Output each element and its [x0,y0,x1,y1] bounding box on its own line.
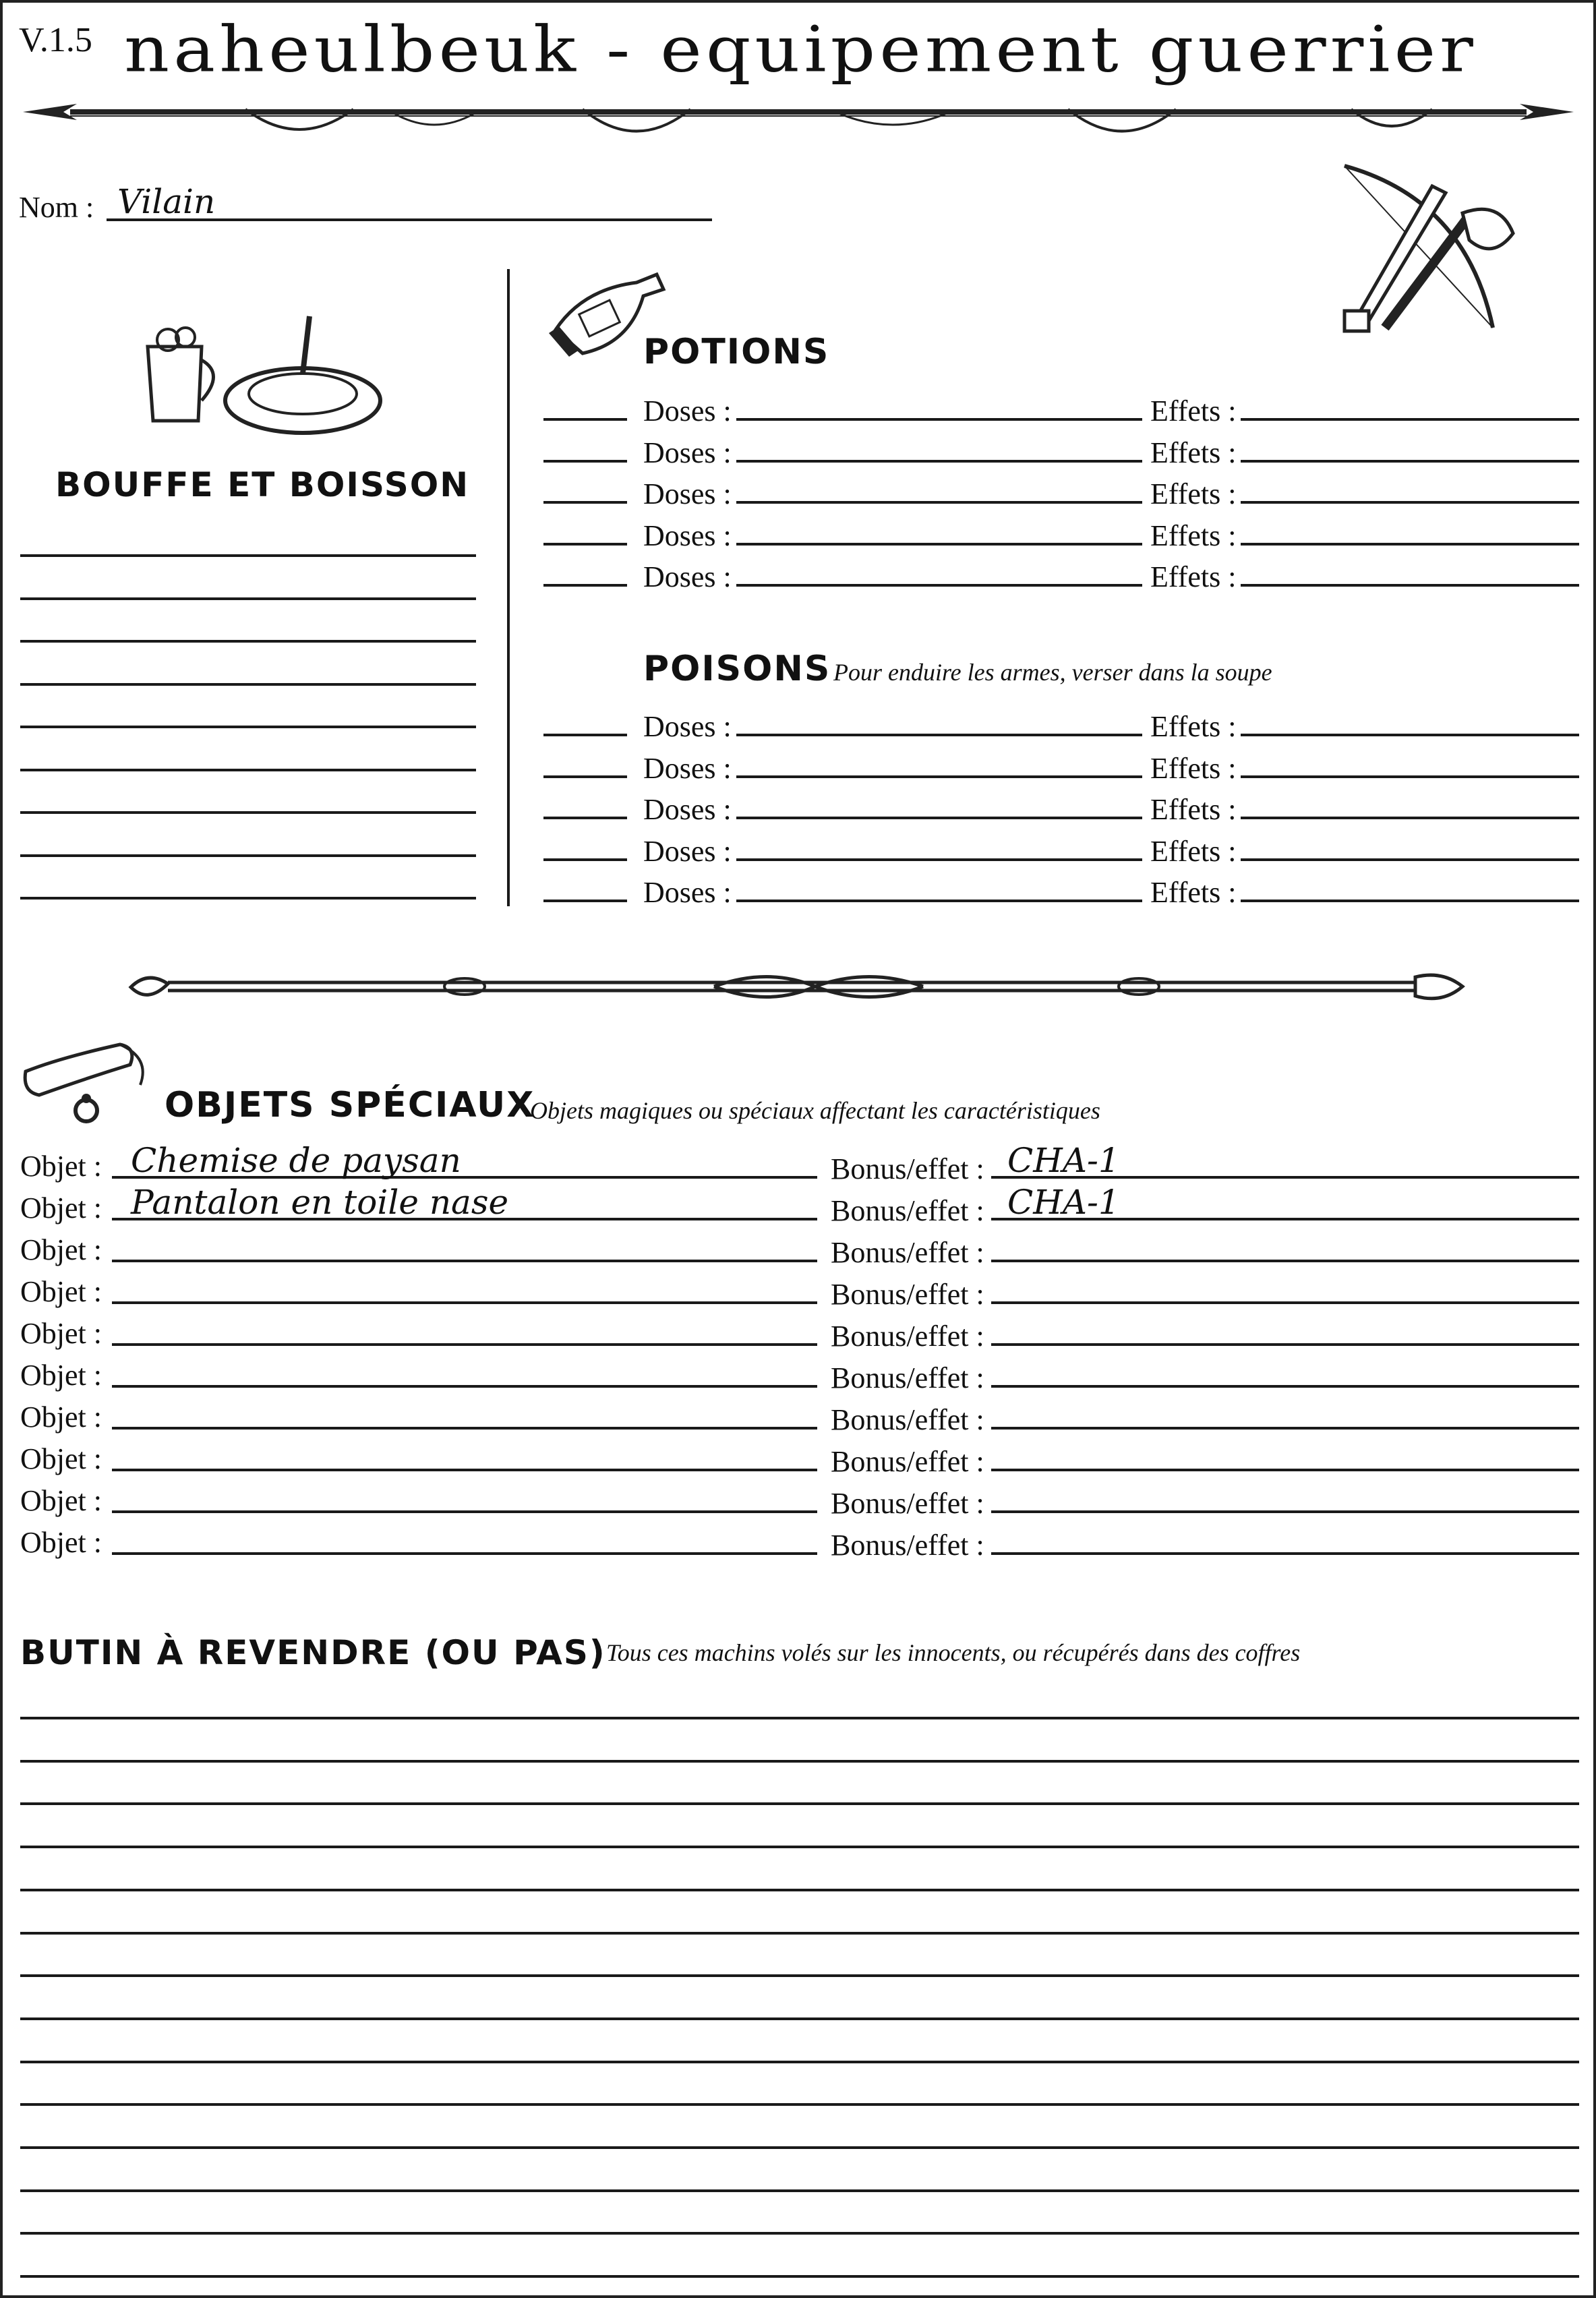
potions-qty-line[interactable] [543,418,627,421]
objet-label: Objet : [20,1150,102,1183]
poisons-doses-line[interactable] [736,775,1142,778]
butin-line[interactable] [20,2103,1579,2106]
objet-label: Objet : [20,1401,102,1434]
poisons-doses-label: Doses : [643,834,732,868]
bonus-line [991,1552,1579,1555]
food-title: BOUFFE ET BOISSON [55,465,470,504]
poisons-effets-label: Effets : [1150,710,1237,743]
special-subtitle: Objets magiques ou spéciaux affectant les caractéristiques [530,1097,1100,1124]
bonus-label: Bonus/effet : [831,1529,984,1562]
bonus-label: Bonus/effet : [831,1152,984,1185]
poisons-title: POISONS [643,649,831,689]
staff-divider-icon [127,964,1469,1011]
potions-qty-line[interactable] [543,501,627,504]
bonus-label: Bonus/effet : [831,1487,984,1520]
butin-line[interactable] [20,2232,1579,2235]
potions-doses-line[interactable] [736,543,1142,546]
objet-line [112,1427,817,1430]
poisons-effets-line[interactable] [1241,734,1579,736]
butin-title: BUTIN À REVENDRE (OU PAS) [20,1633,606,1672]
poisons-effets-label: Effets : [1150,793,1237,826]
poisons-subtitle: Pour enduire les armes, verser dans la soupe [833,659,1272,686]
objet-line [112,1385,817,1388]
objet-value[interactable]: Chemise de paysan [131,1141,461,1180]
potions-effets-line[interactable] [1241,460,1579,463]
poisons-effets-label: Effets : [1150,751,1237,785]
poisons-doses-label: Doses : [643,751,732,785]
nom-label: Nom : [19,191,94,224]
potions-qty-line[interactable] [543,584,627,587]
poisons-effets-label: Effets : [1150,876,1237,909]
objet-line [112,1510,817,1513]
potions-doses-label: Doses : [643,560,732,593]
butin-line[interactable] [20,2061,1579,2063]
butin-line[interactable] [20,2146,1579,2149]
butin-line[interactable] [20,1760,1579,1763]
potions-effets-line[interactable] [1241,418,1579,421]
objet-line [112,1343,817,1346]
bonus-line [991,1260,1579,1262]
poisons-qty-line[interactable] [543,734,627,736]
spear-divider-icon [16,89,1580,156]
poisons-doses-line[interactable] [736,817,1142,819]
potions-qty-line[interactable] [543,460,627,463]
bonus-line [991,1427,1579,1430]
poisons-qty-line[interactable] [543,775,627,778]
objet-line [112,1552,817,1555]
potions-doses-label: Doses : [643,477,732,510]
potions-effets-line[interactable] [1241,543,1579,546]
bonus-label: Bonus/effet : [831,1236,984,1269]
potions-doses-label: Doses : [643,436,732,469]
butin-line[interactable] [20,1974,1579,1977]
bonus-label: Bonus/effet : [831,1361,984,1394]
poisons-qty-line[interactable] [543,858,627,861]
potions-effets-label: Effets : [1150,436,1237,469]
bonus-label: Bonus/effet : [831,1403,984,1436]
potions-effets-label: Effets : [1150,560,1237,593]
potions-doses-line[interactable] [736,584,1142,587]
potions-title: POTIONS [643,332,830,372]
potions-doses-label: Doses : [643,394,732,428]
bonus-label: Bonus/effet : [831,1445,984,1478]
objet-value[interactable]: Pantalon en toile nase [131,1183,509,1222]
food-line[interactable] [20,726,476,728]
special-title: OBJETS SPÉCIAUX [165,1085,535,1125]
bonus-label: Bonus/effet : [831,1194,984,1227]
objet-line [112,1469,817,1471]
butin-line[interactable] [20,2017,1579,2020]
potions-doses-line[interactable] [736,418,1142,421]
objet-label: Objet : [20,1526,102,1559]
food-plate-icon [141,306,384,441]
poisons-effets-line[interactable] [1241,817,1579,819]
food-line[interactable] [20,554,476,557]
objet-line [112,1260,817,1262]
poisons-doses-label: Doses : [643,876,732,909]
potions-effets-label: Effets : [1150,477,1237,510]
page-title: naheulbeuk - equipement guerrier [124,12,1477,86]
butin-line[interactable] [20,1717,1579,1719]
objet-line [112,1301,817,1304]
potions-effets-line[interactable] [1241,501,1579,504]
bonus-value[interactable]: CHA-1 [1007,1141,1120,1180]
bonus-label: Bonus/effet : [831,1278,984,1311]
butin-line[interactable] [20,1932,1579,1935]
poisons-doses-line[interactable] [736,900,1142,902]
objet-label: Objet : [20,1317,102,1350]
potions-effets-label: Effets : [1150,394,1237,428]
crossed-weapons-icon [1331,159,1527,341]
food-line[interactable] [20,683,476,686]
poisons-doses-line[interactable] [736,734,1142,736]
food-line[interactable] [20,897,476,900]
objet-label: Objet : [20,1442,102,1475]
column-divider [507,269,510,906]
potions-effets-label: Effets : [1150,519,1237,552]
bonus-line [991,1469,1579,1471]
food-line[interactable] [20,769,476,771]
potions-doses-line[interactable] [736,460,1142,463]
butin-line[interactable] [20,1802,1579,1805]
objet-label: Objet : [20,1359,102,1392]
food-line[interactable] [20,640,476,643]
poisons-doses-label: Doses : [643,793,732,826]
bonus-line [991,1301,1579,1304]
butin-line[interactable] [20,2189,1579,2192]
scroll-ring-icon [19,1031,160,1125]
objet-label: Objet : [20,1275,102,1308]
potions-effets-line[interactable] [1241,584,1579,587]
objet-label: Objet : [20,1484,102,1517]
potions-qty-line[interactable] [543,543,627,546]
poisons-doses-label: Doses : [643,710,732,743]
potions-doses-line[interactable] [736,501,1142,504]
food-line[interactable] [20,854,476,857]
food-line[interactable] [20,597,476,600]
poisons-effets-line[interactable] [1241,900,1579,902]
nom-value[interactable]: Vilain [117,182,216,221]
bonus-line [991,1510,1579,1513]
food-line[interactable] [20,811,476,814]
poisons-qty-line[interactable] [543,900,627,902]
butin-subtitle: Tous ces machins volés sur les innocents, ou récupérés dans des coffres [606,1639,1301,1666]
bonus-line [991,1385,1579,1388]
poisons-doses-line[interactable] [736,858,1142,861]
butin-line[interactable] [20,2275,1579,2278]
bonus-line [991,1343,1579,1346]
version-label: V.1.5 [19,21,92,59]
bonus-label: Bonus/effet : [831,1320,984,1353]
poisons-effets-line[interactable] [1241,775,1579,778]
bonus-value[interactable]: CHA-1 [1007,1183,1120,1222]
butin-line[interactable] [20,1846,1579,1848]
poisons-effets-line[interactable] [1241,858,1579,861]
poisons-qty-line[interactable] [543,817,627,819]
objet-label: Objet : [20,1191,102,1225]
objet-label: Objet : [20,1233,102,1266]
potions-doses-label: Doses : [643,519,732,552]
poisons-effets-label: Effets : [1150,834,1237,868]
butin-line[interactable] [20,1889,1579,1891]
